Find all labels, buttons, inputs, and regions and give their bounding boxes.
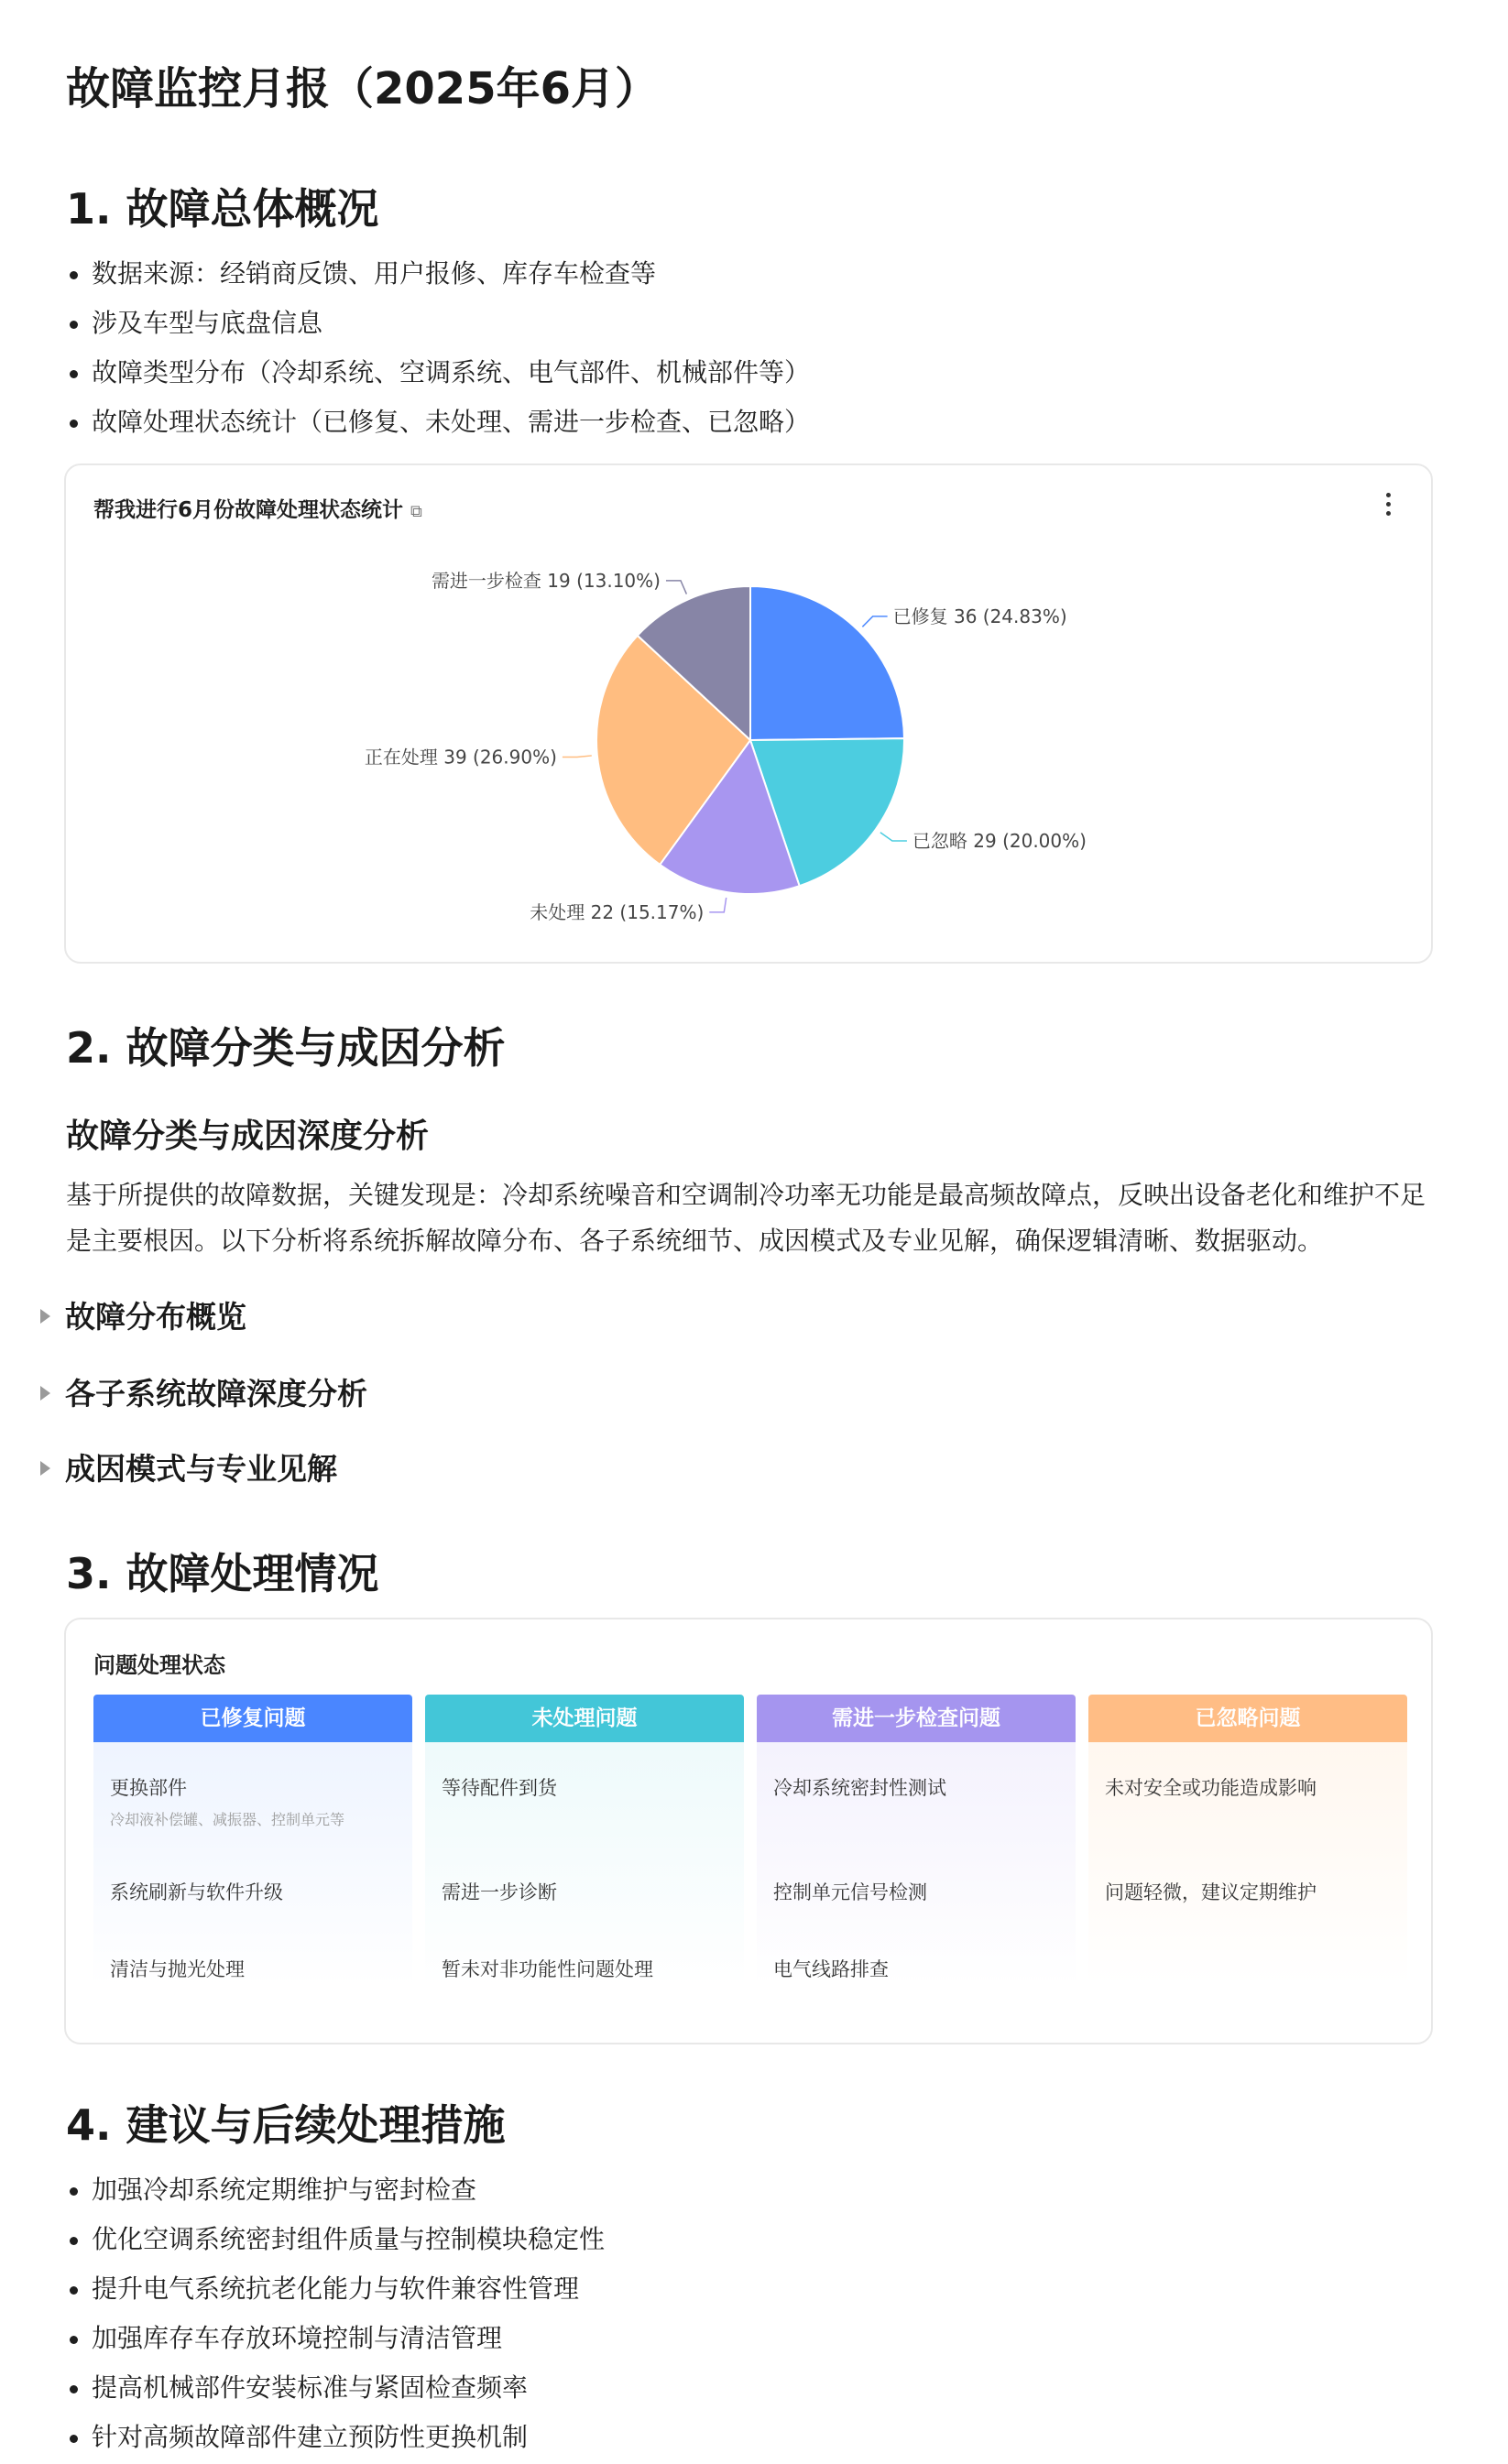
- section3-heading: 3. 故障处理情况: [66, 1549, 379, 1598]
- column-header: 未处理问题: [425, 1695, 744, 1742]
- list-item: 控制单元信号检测: [773, 1881, 927, 1903]
- list-item: 数据来源：经销商反馈、用户报修、库存车检查等: [66, 249, 810, 299]
- caret-right-icon: [40, 1309, 50, 1324]
- list-item: 问题轻微，建议定期维护: [1105, 1881, 1317, 1903]
- column-header: 需进一步检查问题: [757, 1695, 1076, 1742]
- page-title: 故障监控月报（2025年6月）: [66, 63, 659, 114]
- pie-data-label: 已修复 36 (24.83%): [892, 605, 1067, 627]
- section4-bullet-list: [66, 2165, 605, 2462]
- list-item: 故障类型分布（冷却系统、空调系统、电气部件、机械部件等）: [66, 348, 810, 398]
- list-item: 提升电气系统抗老化能力与软件兼容性管理: [66, 2264, 605, 2314]
- list-item: 系统刷新与软件升级: [110, 1881, 283, 1903]
- section1-bullet-list: [66, 249, 810, 447]
- list-item: 清洁与抛光处理: [110, 1958, 245, 1980]
- pie-data-label: 未处理 22 (15.17%): [530, 900, 705, 923]
- column-header: 已修复问题: [93, 1695, 412, 1742]
- chart-title-text: 帮我进行6月份故障处理状态统计: [93, 498, 404, 522]
- column-body: [1088, 1742, 1407, 1986]
- pie-data-label: 需进一步检查 19 (13.10%): [431, 569, 661, 592]
- list-item: 更换部件 冷却液补偿罐、减振器、控制单元等: [110, 1777, 345, 1828]
- caret-right-icon: [40, 1386, 50, 1401]
- list-item: 等待配件到货: [442, 1777, 557, 1799]
- caret-right-icon: [40, 1461, 50, 1476]
- list-item: 暂未对非功能性问题处理: [442, 1958, 653, 1980]
- list-item: 优化空调系统密封组件质量与控制模块稳定性: [66, 2215, 605, 2264]
- section2-subheading: 故障分类与成因深度分析: [66, 1118, 430, 1155]
- list-item: 加强冷却系统定期维护与密封检查: [66, 2165, 605, 2215]
- pie-slice[interactable]: [750, 586, 904, 740]
- list-item: 针对高频故障部件建立预防性更换机制: [66, 2413, 605, 2462]
- pie-leader-line: [862, 616, 887, 627]
- column-header: 已忽略问题: [1088, 1695, 1407, 1742]
- toggle-fault-distribution[interactable]: 故障分布概览: [40, 1293, 246, 1336]
- toggle-subsystem-analysis[interactable]: 各子系统故障深度分析: [40, 1370, 367, 1413]
- chart-card: [64, 463, 1433, 964]
- list-item: 故障处理状态统计（已修复、未处理、需进一步检查、已忽略）: [66, 398, 810, 447]
- external-link-icon[interactable]: ⧉: [410, 502, 422, 521]
- pie-data-label: 正在处理 39 (26.90%): [364, 746, 557, 769]
- list-item: 电气线路排查: [773, 1958, 889, 1980]
- pie-data-label: 已忽略 29 (20.00%): [912, 830, 1087, 853]
- list-item: 未对安全或功能造成影响: [1105, 1777, 1317, 1799]
- status-column-repaired: [93, 1695, 412, 1986]
- list-item: 需进一步诊断: [442, 1881, 557, 1903]
- status-column-unprocessed: [425, 1695, 744, 1986]
- column-body: [757, 1742, 1076, 1986]
- status-card-title: 问题处理状态: [93, 1652, 225, 1678]
- column-body: [93, 1742, 412, 1986]
- pie-chart: [66, 465, 1435, 965]
- status-column-ignored: [1088, 1695, 1407, 1986]
- pie-leader-line: [880, 833, 907, 841]
- toggle-cause-patterns[interactable]: 成因模式与专业见解: [40, 1445, 337, 1488]
- status-card: [64, 1618, 1433, 2044]
- list-item: 冷却系统密封性测试: [773, 1777, 946, 1799]
- section2-heading: 2. 故障分类与成因分析: [66, 1023, 506, 1073]
- list-item: 加强库存车存放环境控制与清洁管理: [66, 2314, 605, 2363]
- pie-leader-line: [666, 581, 686, 594]
- analysis-paragraph: 基于所提供的故障数据，关键发现是：冷却系统噪音和空调制冷功率无功能是最高频故障点，反映出设备老化和维护不足是主要根因。以下分析将系统拆解故障分布、各子系统细节、成因模式及专业见解，确保逻辑清晰、数据驱动。: [66, 1180, 1426, 1256]
- section4-heading: 4. 建议与后续处理措施: [66, 2100, 506, 2150]
- pie-leader-line: [563, 756, 592, 758]
- status-column-further-check: [757, 1695, 1076, 1986]
- section1-heading: 1. 故障总体概况: [66, 184, 379, 234]
- list-item: 涉及车型与底盘信息: [66, 299, 810, 348]
- column-body: [425, 1742, 744, 1986]
- pie-leader-line: [709, 898, 726, 912]
- list-item: 提高机械部件安装标准与紧固检查频率: [66, 2363, 605, 2413]
